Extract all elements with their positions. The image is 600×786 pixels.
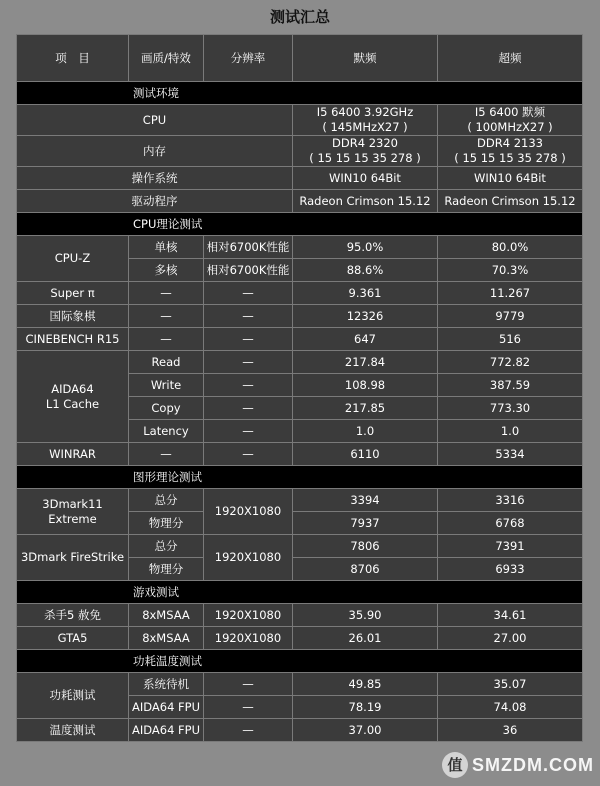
header-row bbox=[17, 35, 583, 82]
temp-test-label: 温度测试 bbox=[17, 719, 129, 742]
3dmark11-total-label: 总分 bbox=[129, 489, 204, 512]
table-row bbox=[17, 167, 583, 190]
gta5-quality: 8xMSAA bbox=[129, 627, 204, 650]
table-row bbox=[17, 719, 583, 742]
chess-default: 12326 bbox=[293, 305, 438, 328]
3dmark11-phys-default: 7937 bbox=[293, 512, 438, 535]
aida-write-res: — bbox=[204, 374, 293, 397]
env-os-default: WIN10 64Bit bbox=[293, 167, 438, 190]
3dmark11-label: 3Dmark11 Extreme bbox=[17, 489, 129, 535]
cpuz-multi-default: 88.6% bbox=[293, 259, 438, 282]
cpuz-label: CPU-Z bbox=[17, 236, 129, 282]
section-title-power: 功耗温度测试 bbox=[133, 653, 202, 668]
env-mem-oc: DDR4 2133 ( 15 15 15 35 278 ) bbox=[438, 136, 583, 167]
env-cpu-oc: I5 6400 默频 ( 100MHzX27 ) bbox=[438, 105, 583, 136]
table-row bbox=[17, 236, 583, 259]
section-title-gfx: 图形理论测试 bbox=[133, 469, 202, 484]
power-idle-default: 49.85 bbox=[293, 673, 438, 696]
aida-latency-default: 1.0 bbox=[293, 420, 438, 443]
section-title-cpu: CPU理论测试 bbox=[133, 216, 203, 231]
temp-oc: 36 bbox=[438, 719, 583, 742]
hitman-res: 1920X1080 bbox=[204, 604, 293, 627]
section-row bbox=[17, 581, 583, 604]
watermark-text: SMZDM.COM bbox=[472, 754, 594, 775]
section-row bbox=[17, 466, 583, 489]
power-idle-oc: 35.07 bbox=[438, 673, 583, 696]
env-os-oc: WIN10 64Bit bbox=[438, 167, 583, 190]
aida-latency-label: Latency bbox=[129, 420, 204, 443]
env-driver-label: 驱动程序 bbox=[17, 190, 293, 213]
3dmark11-phys-label: 物理分 bbox=[129, 512, 204, 535]
cpuz-single-default: 95.0% bbox=[293, 236, 438, 259]
3dmark11-res: 1920X1080 bbox=[204, 489, 293, 535]
env-cpu-default: I5 6400 3.92GHz ( 145MHzX27 ) bbox=[293, 105, 438, 136]
chess-oc: 9779 bbox=[438, 305, 583, 328]
aida-read-res: — bbox=[204, 351, 293, 374]
temp-quality: AIDA64 FPU bbox=[129, 719, 204, 742]
superpi-oc: 11.267 bbox=[438, 282, 583, 305]
power-fpu-default: 78.19 bbox=[293, 696, 438, 719]
3dmark11-total-default: 3394 bbox=[293, 489, 438, 512]
page-title: 测试汇总 bbox=[269, 8, 330, 26]
benchmark-summary-table bbox=[16, 34, 583, 742]
env-mem-default: DDR4 2320 ( 15 15 15 35 278 ) bbox=[293, 136, 438, 167]
winrar-quality: — bbox=[129, 443, 204, 466]
aida-copy-label: Copy bbox=[129, 397, 204, 420]
winrar-label: WINRAR bbox=[17, 443, 129, 466]
cpuz-single-oc: 80.0% bbox=[438, 236, 583, 259]
power-fpu-label: AIDA64 FPU bbox=[129, 696, 204, 719]
table-row bbox=[17, 105, 583, 136]
table-row bbox=[17, 351, 583, 374]
superpi-default: 9.361 bbox=[293, 282, 438, 305]
section-row bbox=[17, 650, 583, 673]
env-driver-oc: Radeon Crimson 15.12 bbox=[438, 190, 583, 213]
table-row bbox=[17, 604, 583, 627]
table-row bbox=[17, 489, 583, 512]
chess-label: 国际象棋 bbox=[17, 305, 129, 328]
gta5-default: 26.01 bbox=[293, 627, 438, 650]
aida-copy-oc: 773.30 bbox=[438, 397, 583, 420]
hitman-oc: 34.61 bbox=[438, 604, 583, 627]
hitman-label: 杀手5 赦免 bbox=[17, 604, 129, 627]
aida-read-default: 217.84 bbox=[293, 351, 438, 374]
cinebench-quality: — bbox=[129, 328, 204, 351]
cpuz-single-res: 相对6700K性能 bbox=[204, 236, 293, 259]
firestrike-total-label: 总分 bbox=[129, 535, 204, 558]
hitman-default: 35.90 bbox=[293, 604, 438, 627]
table-row bbox=[17, 627, 583, 650]
gta5-label: GTA5 bbox=[17, 627, 129, 650]
aida-read-oc: 772.82 bbox=[438, 351, 583, 374]
aida-copy-default: 217.85 bbox=[293, 397, 438, 420]
firestrike-phys-oc: 6933 bbox=[438, 558, 583, 581]
firestrike-phys-default: 8706 bbox=[293, 558, 438, 581]
temp-res: — bbox=[204, 719, 293, 742]
cinebench-res: — bbox=[204, 328, 293, 351]
chess-res: — bbox=[204, 305, 293, 328]
power-idle-label: 系统待机 bbox=[129, 673, 204, 696]
cpuz-single-label: 单核 bbox=[129, 236, 204, 259]
aida-latency-oc: 1.0 bbox=[438, 420, 583, 443]
cpuz-multi-oc: 70.3% bbox=[438, 259, 583, 282]
aida-copy-res: — bbox=[204, 397, 293, 420]
env-os-label: 操作系统 bbox=[17, 167, 293, 190]
env-driver-default: Radeon Crimson 15.12 bbox=[293, 190, 438, 213]
header-quality: 画质/特效 bbox=[129, 35, 204, 82]
cpuz-multi-label: 多核 bbox=[129, 259, 204, 282]
firestrike-res: 1920X1080 bbox=[204, 535, 293, 581]
aida-latency-res: — bbox=[204, 420, 293, 443]
gta5-oc: 27.00 bbox=[438, 627, 583, 650]
hitman-quality: 8xMSAA bbox=[129, 604, 204, 627]
table-row bbox=[17, 673, 583, 696]
power-fpu-oc: 74.08 bbox=[438, 696, 583, 719]
gta5-res: 1920X1080 bbox=[204, 627, 293, 650]
superpi-res: — bbox=[204, 282, 293, 305]
chess-quality: — bbox=[129, 305, 204, 328]
table-row bbox=[17, 328, 583, 351]
aida-write-oc: 387.59 bbox=[438, 374, 583, 397]
firestrike-total-oc: 7391 bbox=[438, 535, 583, 558]
section-row bbox=[17, 213, 583, 236]
winrar-oc: 5334 bbox=[438, 443, 583, 466]
header-oc: 超频 bbox=[438, 35, 583, 82]
firestrike-phys-label: 物理分 bbox=[129, 558, 204, 581]
power-fpu-res: — bbox=[204, 696, 293, 719]
power-test-label: 功耗测试 bbox=[17, 673, 129, 719]
3dmark11-phys-oc: 6768 bbox=[438, 512, 583, 535]
winrar-default: 6110 bbox=[293, 443, 438, 466]
superpi-label: Super π bbox=[17, 282, 129, 305]
aida64-l1-label: AIDA64 L1 Cache bbox=[17, 351, 129, 443]
aida-write-label: Write bbox=[129, 374, 204, 397]
table-row bbox=[17, 535, 583, 558]
table-row bbox=[17, 190, 583, 213]
firestrike-total-default: 7806 bbox=[293, 535, 438, 558]
aida-write-default: 108.98 bbox=[293, 374, 438, 397]
env-mem-label: 内存 bbox=[17, 136, 293, 167]
section-title-game: 游戏测试 bbox=[133, 584, 179, 599]
winrar-res: — bbox=[204, 443, 293, 466]
cinebench-oc: 516 bbox=[438, 328, 583, 351]
power-idle-res: — bbox=[204, 673, 293, 696]
env-cpu-label: CPU bbox=[17, 105, 293, 136]
aida-read-label: Read bbox=[129, 351, 204, 374]
header-default: 默频 bbox=[293, 35, 438, 82]
section-title-env: 测试环境 bbox=[133, 85, 179, 100]
cinebench-label: CINEBENCH R15 bbox=[17, 328, 129, 351]
section-row bbox=[17, 82, 583, 105]
table-row bbox=[17, 282, 583, 305]
superpi-quality: — bbox=[129, 282, 204, 305]
table-row bbox=[17, 305, 583, 328]
firestrike-label: 3Dmark FireStrike bbox=[17, 535, 129, 581]
cinebench-default: 647 bbox=[293, 328, 438, 351]
3dmark11-total-oc: 3316 bbox=[438, 489, 583, 512]
site-watermark bbox=[442, 752, 594, 778]
table-row bbox=[17, 443, 583, 466]
header-item: 项 目 bbox=[17, 35, 129, 82]
header-resolution: 分辨率 bbox=[204, 35, 293, 82]
cpuz-multi-res: 相对6700K性能 bbox=[204, 259, 293, 282]
table-row bbox=[17, 136, 583, 167]
temp-default: 37.00 bbox=[293, 719, 438, 742]
watermark-badge-icon: 值 bbox=[442, 752, 468, 778]
